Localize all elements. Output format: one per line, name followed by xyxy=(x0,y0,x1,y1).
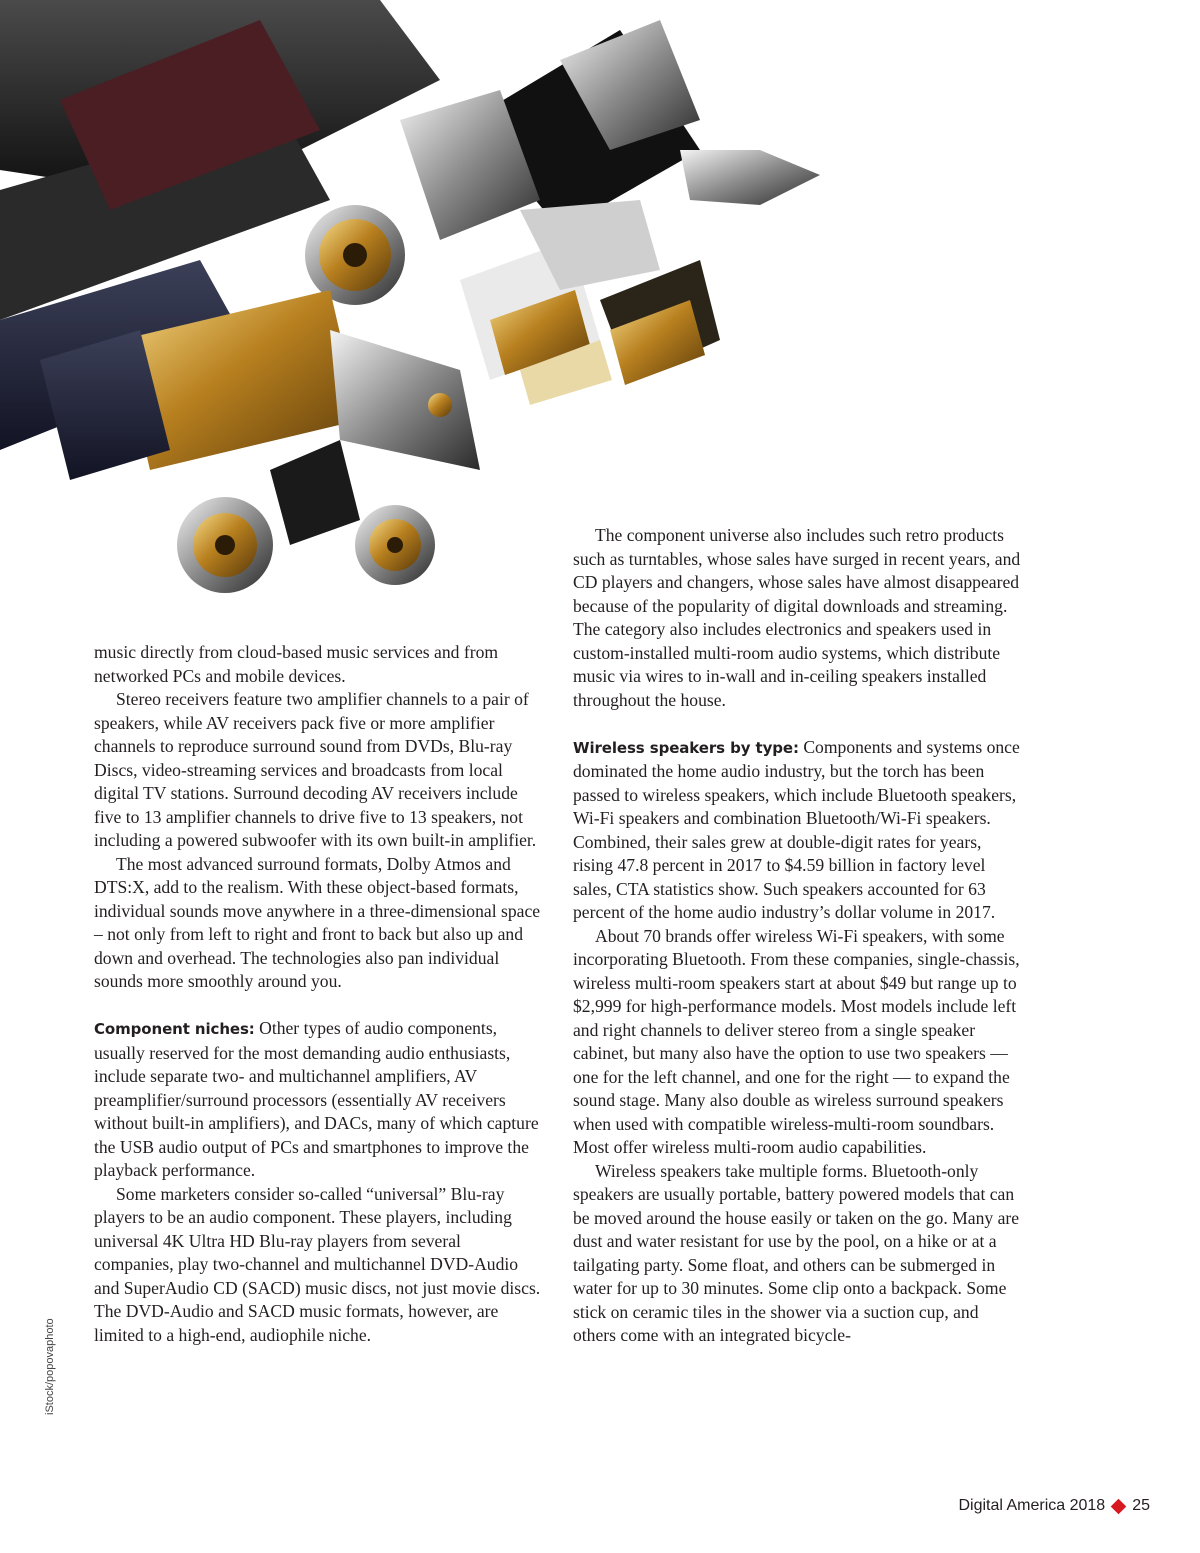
paragraph-text: Other types of audio components, usually reserved for the most demanding audio enthusiasts, include separate two- and multichannel amplifiers, AV preamplifier/surround processors (essentially AV receivers without built-in amplifiers), and DACs, many of which capture the USB audio output of PCs and smartphones to improve the playback performance. xyxy=(94,1018,539,1180)
paragraph: The component universe also includes such retro products such as turntables, whose sales have surged in recent years, and CD players and changers, whose sales have almost disappeared because of the popularity of digital downloads and streaming. The category also includes electronics and speakers used in custom-installed multi-room audio systems, which distribute music via wires to in-wall and in-ceiling speakers installed throughout the house. xyxy=(573,525,1021,710)
paragraph-text: Components and systems once dominated the home audio industry, but the torch has been passed to wireless speakers, which include Bluetooth speakers, Wi-Fi speakers and combination Bluetooth/Wi-Fi speakers. Combined, their sales grew at double-digit rates for years, rising 47.8 percent in 2017 to $4.59 billion in factory level sales, CTA statistics show. Such speakers accounted for 63 percent of the home audio industry’s dollar volume in 2017. xyxy=(573,736,1020,922)
paragraph-wireless-speakers xyxy=(573,736,1021,925)
cable-connectors-photo xyxy=(0,0,830,615)
publication-name: Digital America 2018 xyxy=(958,1497,1106,1514)
paragraph: The most advanced surround formats, Dolby Atmos and DTS:X, add to the realism. With these object-based formats, individual sounds move anywhere in a three-dimensional space – not only from left to right and front to back but also up and down and overhead. The technologies also pan individual sounds more smoothly around you. xyxy=(94,853,541,991)
paragraph: Wireless speakers take multiple forms. Bluetooth-only speakers are usually portable, battery powered models that can be moved around the house easily or taken on the go. Many are dust and water resistant for use by the pool, on a hike or at a tailgating party. Some float, and others can be submerged in water for up to 30 minutes. Some clip onto a backpack. Some stick on ceramic tiles in the shower via a suction cup, and others come with an integrated bicycle- xyxy=(573,1160,1020,1345)
page-footer xyxy=(958,1497,1150,1515)
left-column xyxy=(94,641,542,1347)
right-column xyxy=(573,524,1021,1348)
photo-credit: iStock/popovaphoto xyxy=(44,1318,56,1415)
paragraph: Some marketers consider so-called “universal” Blu-ray players to be an audio component. These players, including universal 4K Ultra HD Blu-ray players from several companies, play two-channel and multichannel DVD-Audio and SuperAudio CD (SACD) music discs, not just movie discs. The DVD-Audio and SACD music formats, however, are limited to a high-end, audiophile niche. xyxy=(94,1183,541,1345)
paragraph: Stereo receivers feature two amplifier channels to a pair of speakers, while AV receivers pack five or more amplifier channels to reproduce surround sound from DVDs, Blu-ray Discs, video-streaming services and broadcasts from local digital TV stations. Surround decoding AV receivers include five to 13 amplifier channels to drive five to 13 speakers, not including a powered subwoofer with its own built-in amplifier. xyxy=(94,689,537,850)
paragraph: music directly from cloud-based music services and from networked PCs and mobile devices. xyxy=(94,642,499,686)
section-heading: Component niches: xyxy=(94,1020,255,1038)
diamond-icon xyxy=(1111,1498,1127,1514)
paragraph: About 70 brands offer wireless Wi-Fi speakers, with some incorporating Bluetooth. From these companies, single-chassis, wireless multi-room speakers start at about $49 but range up to $2,999 for high-performance models. Most models include left and right channels to deliver stereo from a single speaker cabinet, but many also have the option to use two speakers — one for the left channel, and one for the right — to expand the sound stage. Many also double as wireless surround speakers when used with compatible wireless-multi-room soundbars. Most offer wireless multi-room audio capabilities. xyxy=(573,925,1020,1157)
page-number: 25 xyxy=(1132,1497,1150,1514)
paragraph-component-niches xyxy=(94,1017,542,1183)
section-heading: Wireless speakers by type: xyxy=(573,738,799,757)
